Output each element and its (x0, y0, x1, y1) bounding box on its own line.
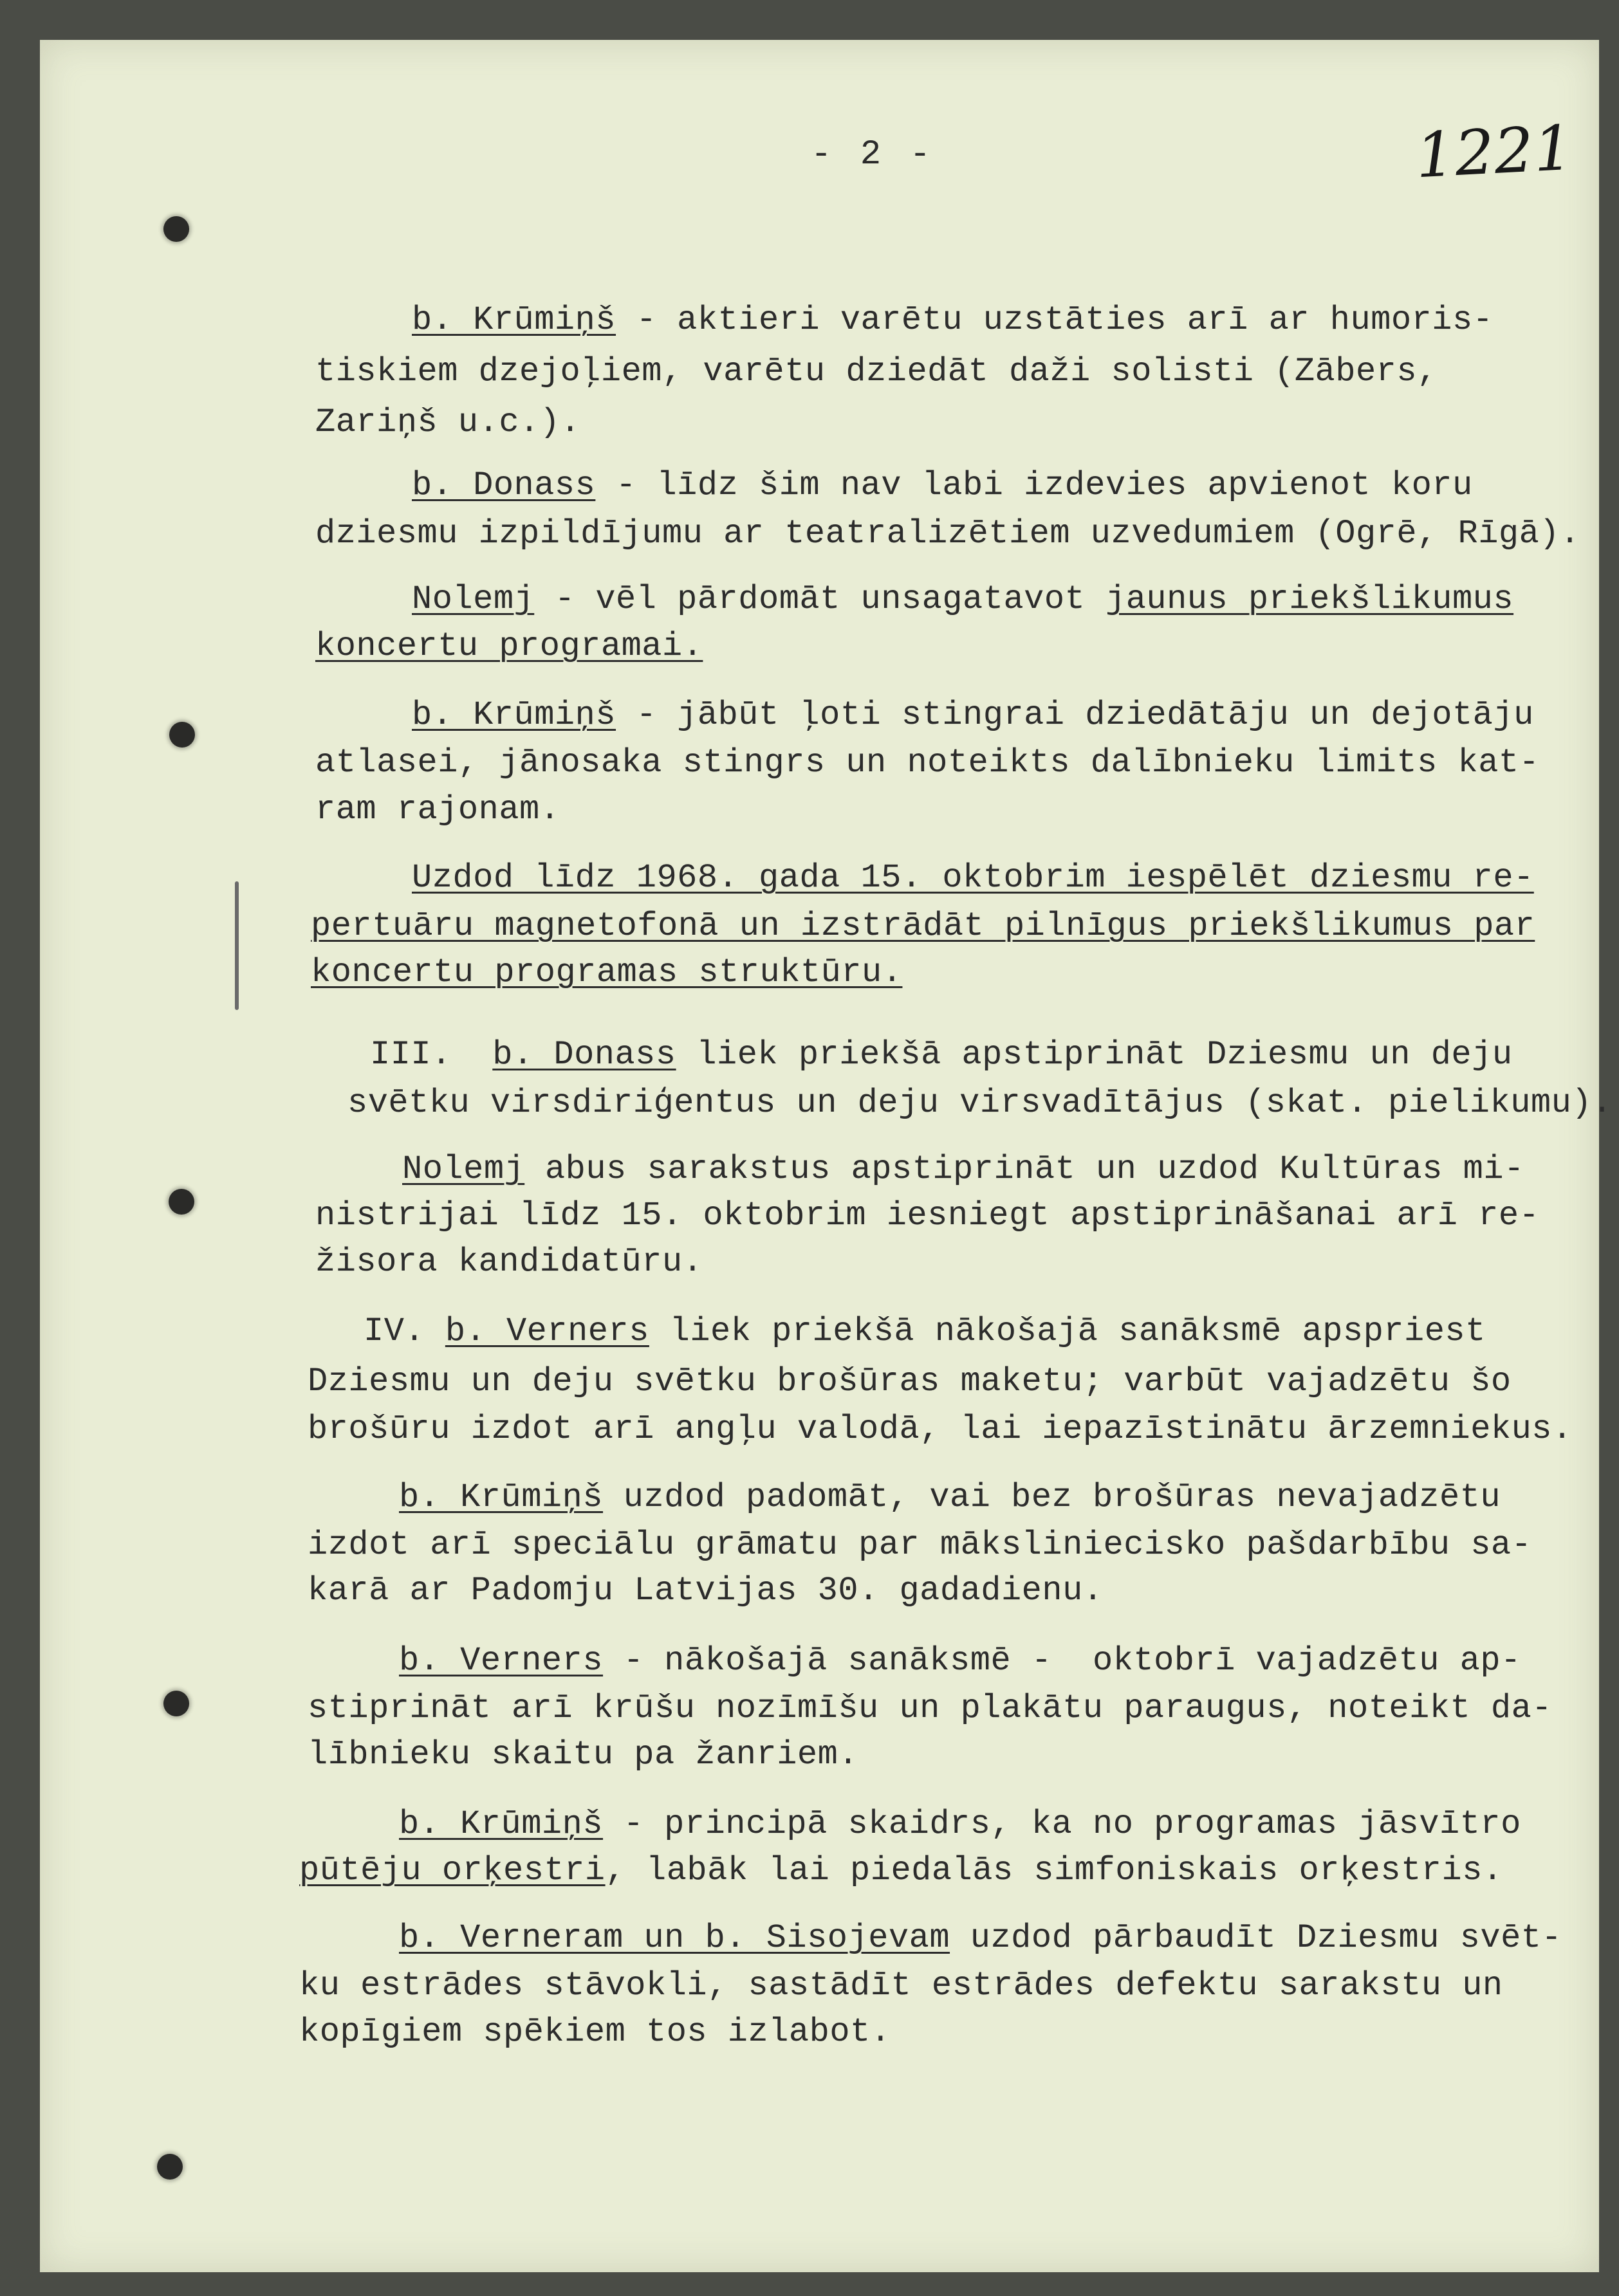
paragraph-5-line-1: Uzdod līdz 1968. gada 15. oktobrim iespēlēt dziesmu re- (412, 859, 1534, 897)
paragraph-5-line-2: pertuāru magnetofonā un izstrādāt pilnīgus priekšlikumus par (311, 907, 1535, 945)
speaker-name: b. Krūmiņš (399, 1478, 604, 1516)
section-numeral: IV. (364, 1312, 425, 1350)
paragraph-7-line-3: žisora kandidatūru. (315, 1243, 703, 1281)
paragraph-6-line-2: svētku virsdiriģentus un deju virsvadītājus (skat. pielikumu). (347, 1084, 1613, 1122)
paragraph-1-line-1: b. Krūmiņš - aktieri varētu uzstāties arī ar humoris- (412, 301, 1494, 339)
paragraph-8-line-3: brošūru izdot arī angļu valodā, lai iepazīstinātu ārzemniekus. (308, 1410, 1573, 1448)
paragraph-4-line-1: b. Krūmiņš - jābūt ļoti stingrai dziedātāju un dejotāju (412, 696, 1534, 734)
paragraph-4-line-3: ram rajonam. (315, 791, 560, 829)
paragraph-8-line-1: IV. b. Verners liek priekšā nākošajā sanāksmē apspriest (364, 1312, 1486, 1350)
paragraph-11-line-1: b. Krūmiņš - principā skaidrs, ka no programas jāsvītro (399, 1805, 1521, 1843)
paragraph-5-line-3: koncertu programas struktūru. (311, 953, 903, 991)
paragraph-4-line-2: atlasei, jānosaka stingrs un noteikts dalībnieku limits kat- (315, 744, 1540, 782)
archive-folio-number: 1221 (1414, 111, 1575, 192)
paragraph-11-line-2: pūtēju orķestri, labāk lai piedalās simfoniskais orķestris. (299, 1851, 1503, 1889)
paragraph-1-line-3: Zariņš u.c.). (315, 403, 581, 441)
paragraph-12-line-1: b. Verneram un b. Sisojevam uzdod pārbaudīt Dziesmu svēt- (399, 1919, 1562, 1957)
binder-hole-5 (157, 2154, 183, 2180)
speaker-name: b. Krūmiņš (412, 301, 616, 339)
paragraph-10-line-2: stiprināt arī krūšu nozīmīšu un plakātu paraugus, noteikt da- (308, 1689, 1553, 1727)
paragraph-12-line-2: ku estrādes stāvokli, sastādīt estrādes defektu sarakstu un (299, 1967, 1503, 2005)
paragraph-9-line-3: karā ar Padomju Latvijas 30. gadadienu. (308, 1572, 1104, 1610)
paragraph-7-line-1: Nolemj abus sarakstus apstiprināt un uzdod Kultūras mi- (402, 1150, 1524, 1188)
section-numeral: III. (370, 1036, 452, 1074)
speaker-name: b. Donass (492, 1036, 676, 1074)
paragraph-2-line-1: b. Donass - līdz šim nav labi izdevies apvienot koru (412, 466, 1473, 504)
decision-label: Nolemj (402, 1150, 525, 1188)
paragraph-10-line-3: lībnieku skaitu pa žanriem. (308, 1736, 859, 1774)
speaker-name: b. Verneram un b. Sisojevam (399, 1919, 950, 1957)
speaker-name: b. Krūmiņš (399, 1805, 604, 1843)
paragraph-3-line-1: Nolemj - vēl pārdomāt unsagatavot jaunus priekšlikumus (412, 580, 1514, 618)
paragraph-1-line-2: tiskiem dzejoļiem, varētu dziedāt daži solisti (Zābers, (315, 353, 1438, 390)
binder-hole-2 (169, 722, 195, 748)
paragraph-2-line-2: dziesmu izpildījumu ar teatralizētiem uzvedumiem (Ogrē, Rīgā). (315, 515, 1580, 553)
binder-hole-1 (163, 216, 189, 242)
paragraph-8-line-2: Dziesmu un deju svētku brošūras maketu; varbūt vajadzētu šo (308, 1363, 1512, 1401)
paragraph-7-line-2: nistrijai līdz 15. oktobrim iesniegt apstiprināšanai arī re- (315, 1197, 1540, 1235)
speaker-name: b. Verners (399, 1642, 604, 1680)
paragraph-9-line-2: izdot arī speciālu grāmatu par mākslinieciskо pašdarbību sa- (308, 1526, 1532, 1564)
speaker-name: b. Krūmiņš (412, 696, 616, 734)
binder-hole-4 (163, 1691, 189, 1716)
paragraph-9-line-1: b. Krūmiņš uzdod padomāt, vai bez brošūras nevajadzētu (399, 1478, 1501, 1516)
margin-pencil-mark (235, 881, 239, 1010)
binder-hole-3 (169, 1189, 194, 1215)
decision-label: Nolemj (412, 580, 535, 618)
paragraph-6-line-1: III. b. Donass liek priekšā apstiprināt Dziesmu un deju (370, 1036, 1513, 1074)
speaker-name: b. Verners (445, 1312, 649, 1350)
speaker-name: b. Donass (412, 466, 596, 504)
page-number: - 2 - (811, 135, 935, 174)
paragraph-12-line-3: kopīgiem spēkiem tos izlabot. (299, 2013, 891, 2051)
paragraph-10-line-1: b. Verners - nākošajā sanāksmē - oktobrī vajadzētu ap- (399, 1642, 1521, 1680)
paragraph-3-line-2: koncertu programai. (315, 627, 703, 665)
